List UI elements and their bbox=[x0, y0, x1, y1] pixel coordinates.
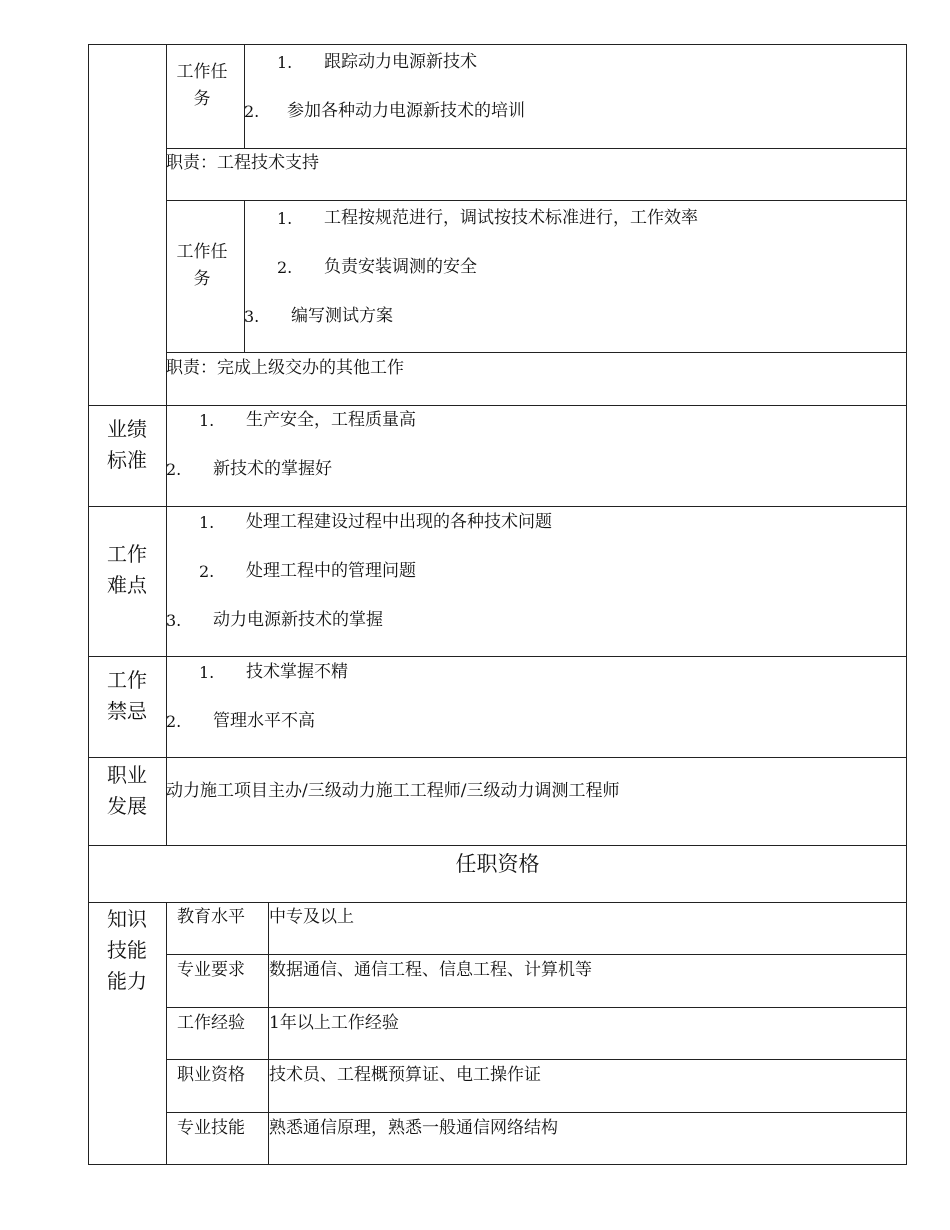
taboo-text: 管理水平不高 bbox=[213, 711, 315, 731]
qual-key: 专业要求 bbox=[177, 960, 245, 980]
performance-text: 生产安全，工程质量高 bbox=[246, 410, 416, 430]
qual-row-divider bbox=[166, 954, 907, 955]
taboo-number: 2. bbox=[166, 712, 182, 731]
taboos-label: 工作禁忌 bbox=[107, 668, 147, 723]
section-divider bbox=[88, 506, 907, 507]
qual-row-divider bbox=[166, 1007, 907, 1008]
difficulties-label: 工作难点 bbox=[107, 542, 147, 597]
table-bottom-border bbox=[88, 1164, 907, 1165]
table-left-border bbox=[88, 44, 89, 1165]
qualifications-title: 任职资格 bbox=[455, 852, 540, 876]
qual-row-divider bbox=[166, 1059, 907, 1060]
task-number: 2. bbox=[277, 258, 293, 277]
section-divider bbox=[88, 757, 907, 758]
task-label: 工作任务 bbox=[176, 62, 228, 109]
qual-value: 技术员、工程概预算证、电工操作证 bbox=[269, 1065, 541, 1085]
qual-key: 职业资格 bbox=[177, 1065, 245, 1085]
section-divider bbox=[88, 405, 907, 406]
difficulty-number: 3. bbox=[166, 611, 182, 630]
taboo-number: 1. bbox=[199, 663, 215, 682]
task-number: 2. bbox=[244, 102, 260, 121]
performance-number: 1. bbox=[199, 411, 215, 430]
qual-value: 中专及以上 bbox=[269, 907, 354, 927]
difficulty-text: 动力电源新技术的掌握 bbox=[213, 610, 383, 630]
career-label: 职业发展 bbox=[107, 763, 147, 818]
performance-number: 2. bbox=[166, 460, 182, 479]
qual-key: 工作经验 bbox=[177, 1013, 245, 1033]
label-column-divider-2 bbox=[166, 902, 167, 1165]
taboo-text: 技术掌握不精 bbox=[246, 662, 348, 682]
qualifications-label: 知识技能能力 bbox=[107, 907, 147, 993]
task-text: 跟踪动力电源新技术 bbox=[324, 52, 477, 72]
difficulty-number: 1. bbox=[199, 513, 215, 532]
row-divider bbox=[166, 352, 907, 353]
task-text: 参加各种动力电源新技术的培训 bbox=[287, 101, 525, 121]
difficulty-text: 处理工程中的管理问题 bbox=[246, 561, 416, 581]
section-divider bbox=[88, 902, 907, 903]
section-divider bbox=[88, 845, 907, 846]
task-text: 编写测试方案 bbox=[291, 306, 393, 326]
task-label-divider-2 bbox=[244, 200, 245, 352]
task-text: 负责安装调测的安全 bbox=[324, 257, 477, 277]
career-text: 动力施工项目主办/三级动力施工工程师/三级动力调测工程师 bbox=[166, 781, 620, 801]
qual-key: 专业技能 bbox=[177, 1118, 245, 1138]
performance-label: 业绩标准 bbox=[107, 417, 147, 472]
difficulty-text: 处理工程建设过程中出现的各种技术问题 bbox=[246, 512, 552, 532]
row-divider bbox=[166, 200, 907, 201]
duty-text: 职责：完成上级交办的其他工作 bbox=[166, 358, 404, 378]
qual-value: 1年以上工作经验 bbox=[269, 1013, 399, 1033]
task-text: 工程按规范进行，调试按技术标准进行，工作效率 bbox=[324, 208, 698, 228]
row-divider bbox=[166, 148, 907, 149]
table-right-border bbox=[906, 44, 907, 1165]
qual-row-divider bbox=[166, 1112, 907, 1113]
qual-key: 教育水平 bbox=[177, 907, 245, 927]
performance-text: 新技术的掌握好 bbox=[213, 459, 332, 479]
duty-text: 职责：工程技术支持 bbox=[166, 153, 319, 173]
task-number: 1. bbox=[277, 209, 293, 228]
task-label: 工作任务 bbox=[176, 242, 228, 289]
task-number: 3. bbox=[244, 307, 260, 326]
task-label-divider-1 bbox=[244, 44, 245, 148]
section-divider bbox=[88, 656, 907, 657]
task-number: 1. bbox=[277, 53, 293, 72]
qual-value: 数据通信、通信工程、信息工程、计算机等 bbox=[269, 960, 592, 980]
difficulty-number: 2. bbox=[199, 562, 215, 581]
table-top-border bbox=[88, 44, 907, 45]
qual-value: 熟悉通信原理，熟悉一般通信网络结构 bbox=[269, 1118, 558, 1138]
